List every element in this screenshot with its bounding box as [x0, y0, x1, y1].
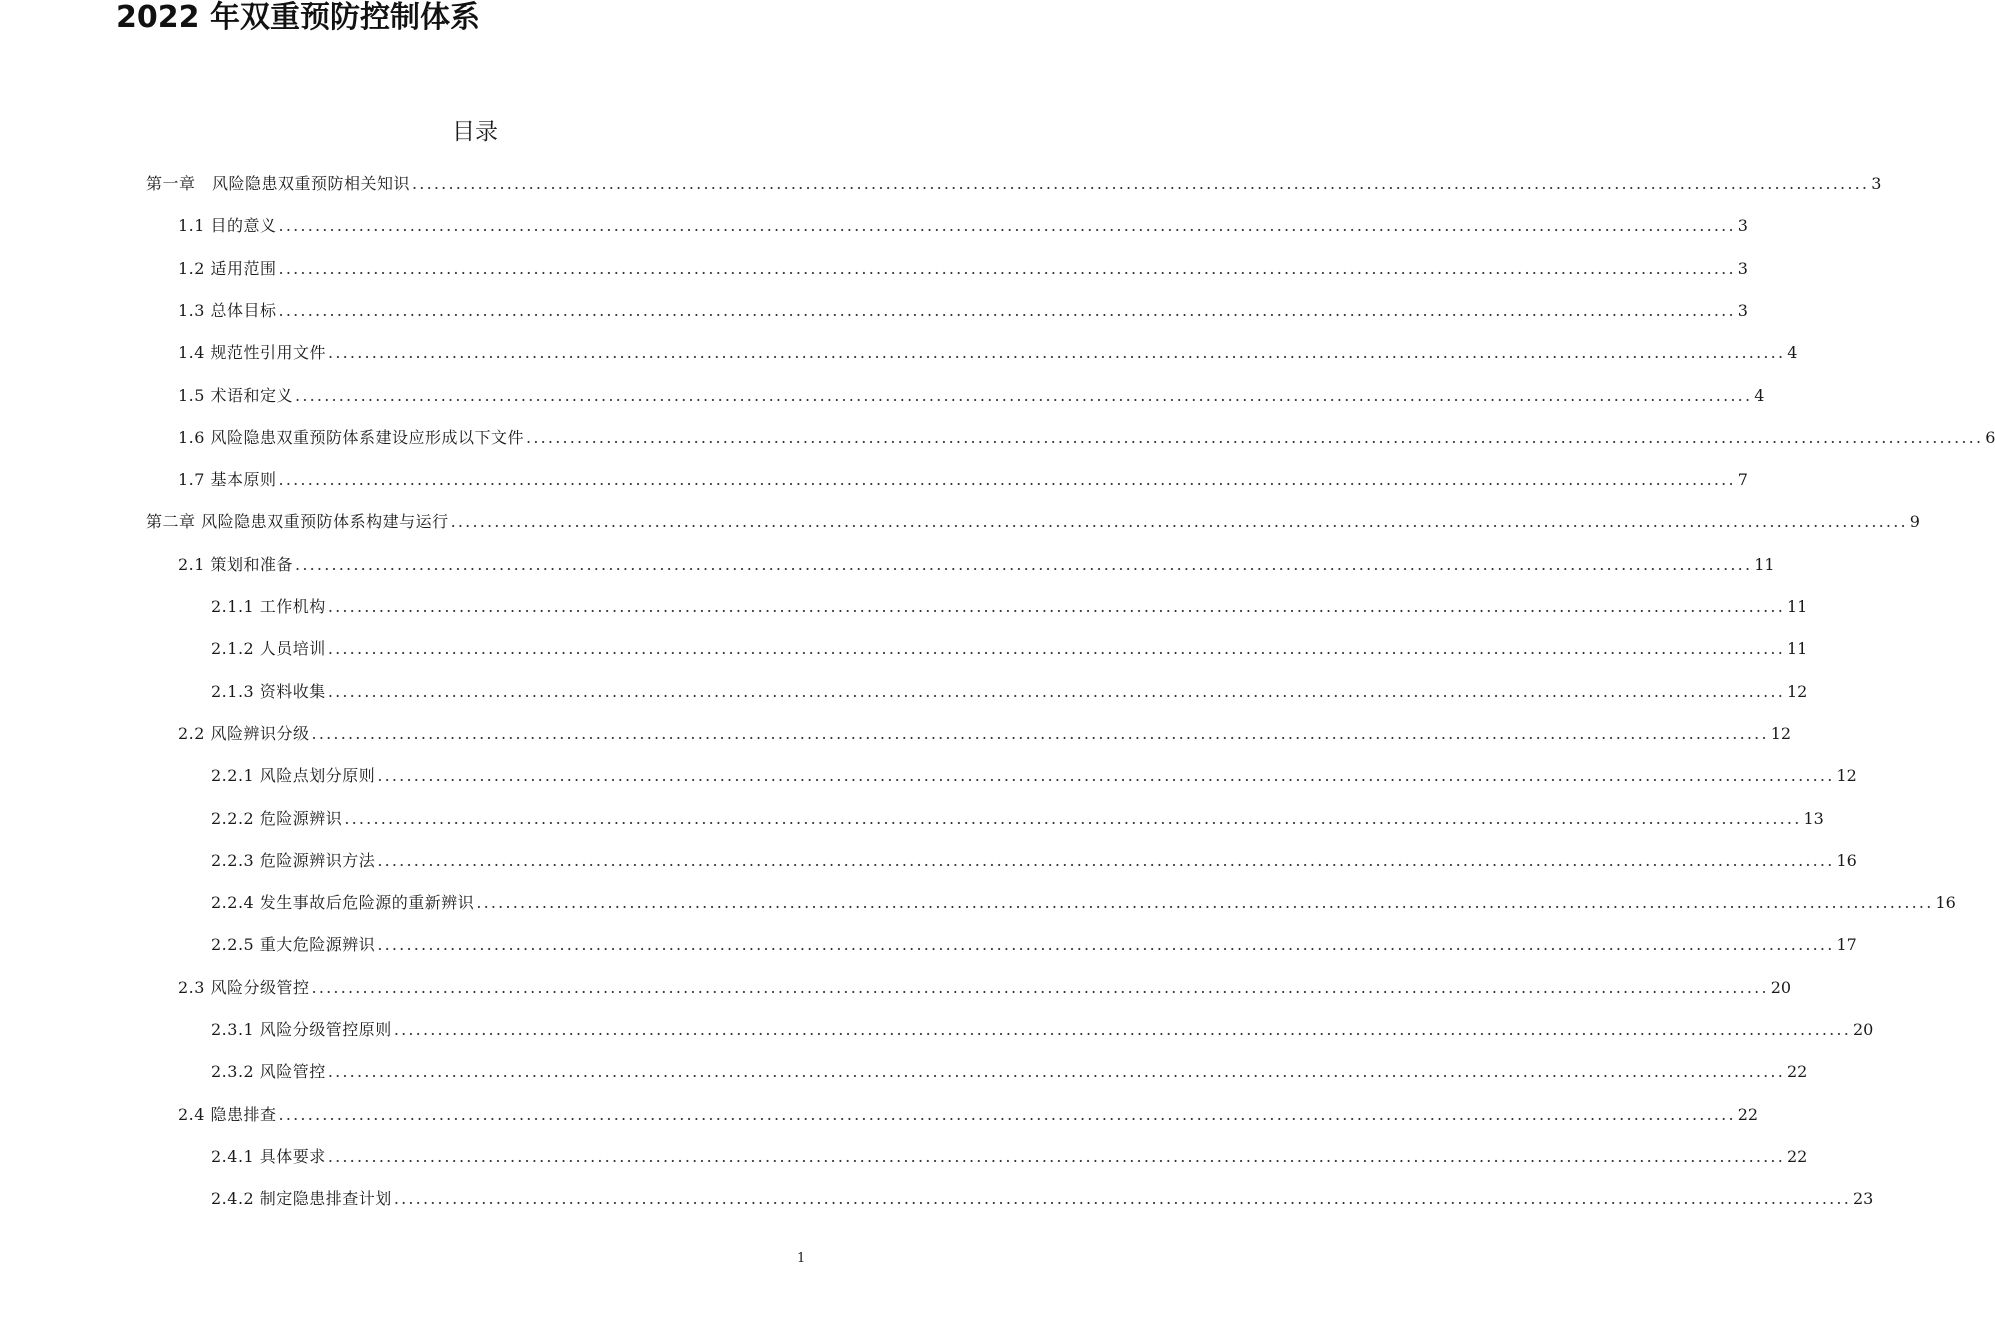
toc-entry-text: 2.3 风险分级管控 — [178, 977, 310, 997]
toc-entry-text: 2.4.1 具体要求 — [211, 1146, 326, 1166]
toc-dot-leader: ........................................................................................................................................................................................................ — [327, 639, 1785, 659]
toc-dot-leader: ........................................................................................................................................................................................................ — [393, 1020, 1851, 1039]
toc-entry[interactable] — [211, 1058, 1808, 1086]
toc-entry[interactable] — [211, 762, 1857, 790]
page-number: 1 — [797, 1251, 806, 1266]
toc-entry-page: 22 — [1787, 1146, 1808, 1166]
toc-dot-leader: ........................................................................................................................................................................................................ — [476, 893, 1934, 913]
toc-entry-page: 23 — [1853, 1189, 1874, 1209]
toc-entry-text: 2.2.5 重大危险源辨识 — [211, 935, 376, 955]
toc-entry[interactable] — [211, 1016, 1874, 1044]
toc-entry-page: 20 — [1853, 1020, 1874, 1039]
toc-entry-text: 2.1.1 工作机构 — [211, 597, 326, 616]
toc-dot-leader: ........................................................................................................................................................................................................ — [393, 1189, 1851, 1209]
toc-entry-page: 3 — [1737, 300, 1748, 320]
toc-entry-page: 7 — [1737, 470, 1748, 490]
toc-entry[interactable] — [178, 1101, 1759, 1129]
toc-entry-text: 1.3 总体目标 — [178, 300, 277, 320]
toc-entry-page: 22 — [1737, 1104, 1759, 1124]
toc-entry-page: 11 — [1754, 554, 1775, 574]
toc-dot-leader: ........................................................................................................................................................................................................ — [328, 343, 1786, 363]
toc-dot-leader: ........................................................................................................................................................................................................ — [311, 977, 1769, 997]
toc-entry[interactable] — [146, 170, 1882, 198]
toc-entry-text: 2.2 风险辨识分级 — [178, 723, 310, 743]
toc-entry[interactable] — [211, 931, 1857, 959]
toc-dot-leader: ........................................................................................................................................................................................................ — [327, 681, 1785, 701]
toc-entry-page: 11 — [1787, 639, 1808, 659]
toc-entry[interactable] — [146, 508, 1920, 536]
toc-entry-page: 3 — [1737, 216, 1748, 236]
toc-entry-page: 9 — [1909, 512, 1920, 532]
toc-entry-text: 2.2.1 风险点划分原则 — [211, 766, 376, 786]
toc-dot-leader: ........................................................................................................................................................................................................ — [278, 258, 1736, 278]
toc-entry-text: 第一章 风险隐患双重预防相关知识 — [146, 174, 411, 193]
toc-dot-leader: ........................................................................................................................................................................................................ — [327, 1062, 1785, 1082]
toc-entry-page: 3 — [1737, 258, 1748, 278]
toc-entry-page: 4 — [1754, 385, 1765, 405]
toc-dot-leader: ........................................................................................................................................................................................................ — [450, 512, 1908, 532]
toc-entry-text: 1.5 术语和定义 — [178, 385, 294, 405]
toc-entry-text: 1.4 规范性引用文件 — [178, 343, 327, 363]
toc-heading: 目录 — [452, 119, 498, 145]
toc-entry[interactable] — [178, 720, 1792, 748]
toc-entry-text: 2.2.4 发生事故后危险源的重新辨识 — [211, 893, 475, 913]
toc-entry-text: 2.1.3 资料收集 — [211, 681, 326, 701]
toc-dot-leader: ........................................................................................................................................................................................................ — [377, 850, 1835, 870]
toc-entry-page: 22 — [1787, 1062, 1808, 1082]
toc-entry-page: 16 — [1935, 893, 1956, 913]
toc-entry-text: 2.2.3 危险源辨识方法 — [211, 850, 376, 870]
toc-entry[interactable] — [178, 424, 1995, 452]
toc-dot-leader: ........................................................................................................................................................................................................ — [344, 808, 1802, 828]
toc-entry-page: 20 — [1770, 977, 1792, 997]
toc-entry-page: 3 — [1871, 174, 1882, 193]
toc-entry[interactable] — [211, 678, 1808, 706]
toc-entry-text: 2.1.2 人员培训 — [211, 639, 326, 659]
toc-dot-leader: ........................................................................................................................................................................................................ — [412, 174, 1870, 193]
toc-entry[interactable] — [211, 805, 1824, 833]
toc-entry-text: 2.2.2 危险源辨识 — [211, 808, 343, 828]
toc-entry[interactable] — [178, 255, 1748, 283]
toc-entry[interactable] — [178, 382, 1765, 410]
toc-entry-text: 1.2 适用范围 — [178, 258, 277, 278]
toc-dot-leader: ........................................................................................................................................................................................................ — [327, 597, 1785, 616]
toc-entry[interactable] — [211, 1143, 1808, 1171]
toc-entry-page: 4 — [1787, 343, 1798, 363]
toc-entry[interactable] — [211, 847, 1857, 875]
toc-dot-leader: ........................................................................................................................................................................................................ — [278, 300, 1736, 320]
toc-dot-leader: ........................................................................................................................................................................................................ — [295, 385, 1753, 405]
toc-entry[interactable] — [178, 297, 1748, 325]
document-title: 2022 年双重预防控制体系 — [116, 0, 480, 35]
toc-entry-page: 12 — [1787, 681, 1808, 701]
toc-entry-page: 12 — [1770, 723, 1792, 743]
toc-entry[interactable] — [211, 635, 1808, 663]
toc-entry[interactable] — [211, 1185, 1874, 1213]
toc-entry-page: 12 — [1836, 766, 1857, 786]
toc-entry-text: 第二章 风险隐患双重预防体系构建与运行 — [146, 512, 449, 532]
toc-dot-leader: ........................................................................................................................................................................................................ — [278, 470, 1736, 490]
toc-dot-leader: ........................................................................................................................................................................................................ — [327, 1146, 1785, 1166]
toc-entry-text: 1.7 基本原则 — [178, 470, 277, 490]
toc-entry-text: 1.6 风险隐患双重预防体系建设应形成以下文件 — [178, 427, 525, 447]
toc-entry-page: 6 — [1985, 427, 1995, 447]
toc-entry-text: 2.4 隐患排查 — [178, 1104, 277, 1124]
toc-dot-leader: ........................................................................................................................................................................................................ — [278, 1104, 1736, 1124]
toc-entry[interactable] — [178, 339, 1798, 367]
toc-entry[interactable] — [178, 974, 1792, 1002]
toc-entry[interactable] — [178, 466, 1748, 494]
toc-entry[interactable] — [211, 889, 1956, 917]
toc-dot-leader: ........................................................................................................................................................................................................ — [526, 427, 1984, 447]
toc-entry[interactable] — [178, 212, 1748, 240]
toc-dot-leader: ........................................................................................................................................................................................................ — [278, 216, 1736, 236]
toc-entry-text: 1.1 目的意义 — [178, 216, 277, 236]
toc-entry-page: 17 — [1836, 935, 1857, 955]
toc-dot-leader: ........................................................................................................................................................................................................ — [295, 554, 1753, 574]
toc-entry-text: 2.3.2 风险管控 — [211, 1062, 326, 1082]
toc-entry[interactable] — [178, 551, 1775, 579]
toc-entry-text: 2.1 策划和准备 — [178, 554, 294, 574]
toc-dot-leader: ........................................................................................................................................................................................................ — [377, 766, 1835, 786]
toc-entry-page: 11 — [1787, 597, 1808, 616]
toc-dot-leader: ........................................................................................................................................................................................................ — [377, 935, 1835, 955]
toc-entry-page: 13 — [1803, 808, 1824, 828]
toc-entry[interactable] — [211, 593, 1808, 621]
toc-entry-page: 16 — [1836, 850, 1857, 870]
toc-entry-text: 2.3.1 风险分级管控原则 — [211, 1020, 392, 1039]
toc-entry-text: 2.4.2 制定隐患排查计划 — [211, 1189, 392, 1209]
toc-dot-leader: ........................................................................................................................................................................................................ — [311, 723, 1769, 743]
